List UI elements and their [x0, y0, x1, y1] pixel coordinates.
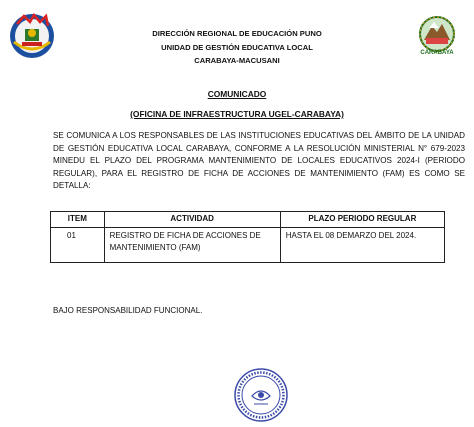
- cell-activity: REGISTRO DE FICHA DE ACCIONES DE MANTENIMIENTO (FAM): [104, 228, 280, 263]
- header-line-2: UNIDAD DE GESTIÓN EDUCATIVA LOCAL: [161, 43, 313, 52]
- footer-note: BAJO RESPONSABILIDAD FUNCIONAL.: [53, 306, 203, 315]
- table-row: [51, 228, 445, 263]
- document-subtitle: (OFICINA DE INFRAESTRUCTURA UGEL-CARABAYA): [130, 109, 344, 119]
- body-paragraph: SE COMUNICA A LOS RESPONSABLES DE LAS INSTITUCIONES EDUCATIVAS DEL ÁMBITO DE LA UNIDAD DE GESTIÓN EDUCATIVA LOCAL CARABAYA, CONFORME A LA RESOLUCIÓN MINISTERIAL N° 679-2023 MINEDU EL PLAZO DEL PROGRAMA MANTENIMIENTO DE LOCALES EDUCATIVOS 2024-I (PERIODO REGULAR), PARA EL REGISTRO DE FICHA DE ACCIONES DE MANTENIMIENTO (FAM) ES COMO SE DETALLA:: [53, 131, 465, 191]
- document-title: COMUNICADO: [207, 89, 267, 99]
- cell-deadline: HASTA EL 08 DEMARZO DEL 2024.: [280, 228, 444, 263]
- schedule-table: [50, 211, 445, 263]
- column-header-item: ITEM: [51, 212, 105, 228]
- official-seal-icon: [232, 366, 290, 424]
- cell-item: 01: [51, 228, 105, 263]
- header-line-1: DIRECCIÓN REGIONAL DE EDUCACIÓN PUNO: [152, 29, 322, 38]
- column-header-activity: ACTIVIDAD: [104, 212, 280, 228]
- ugel-logo-label: CARABAYA: [420, 50, 454, 56]
- column-header-deadline: PLAZO PERIODO REGULAR: [280, 212, 444, 228]
- header-line-3: CARABAYA-MACUSANI: [194, 56, 280, 65]
- table-header-row: [51, 212, 445, 228]
